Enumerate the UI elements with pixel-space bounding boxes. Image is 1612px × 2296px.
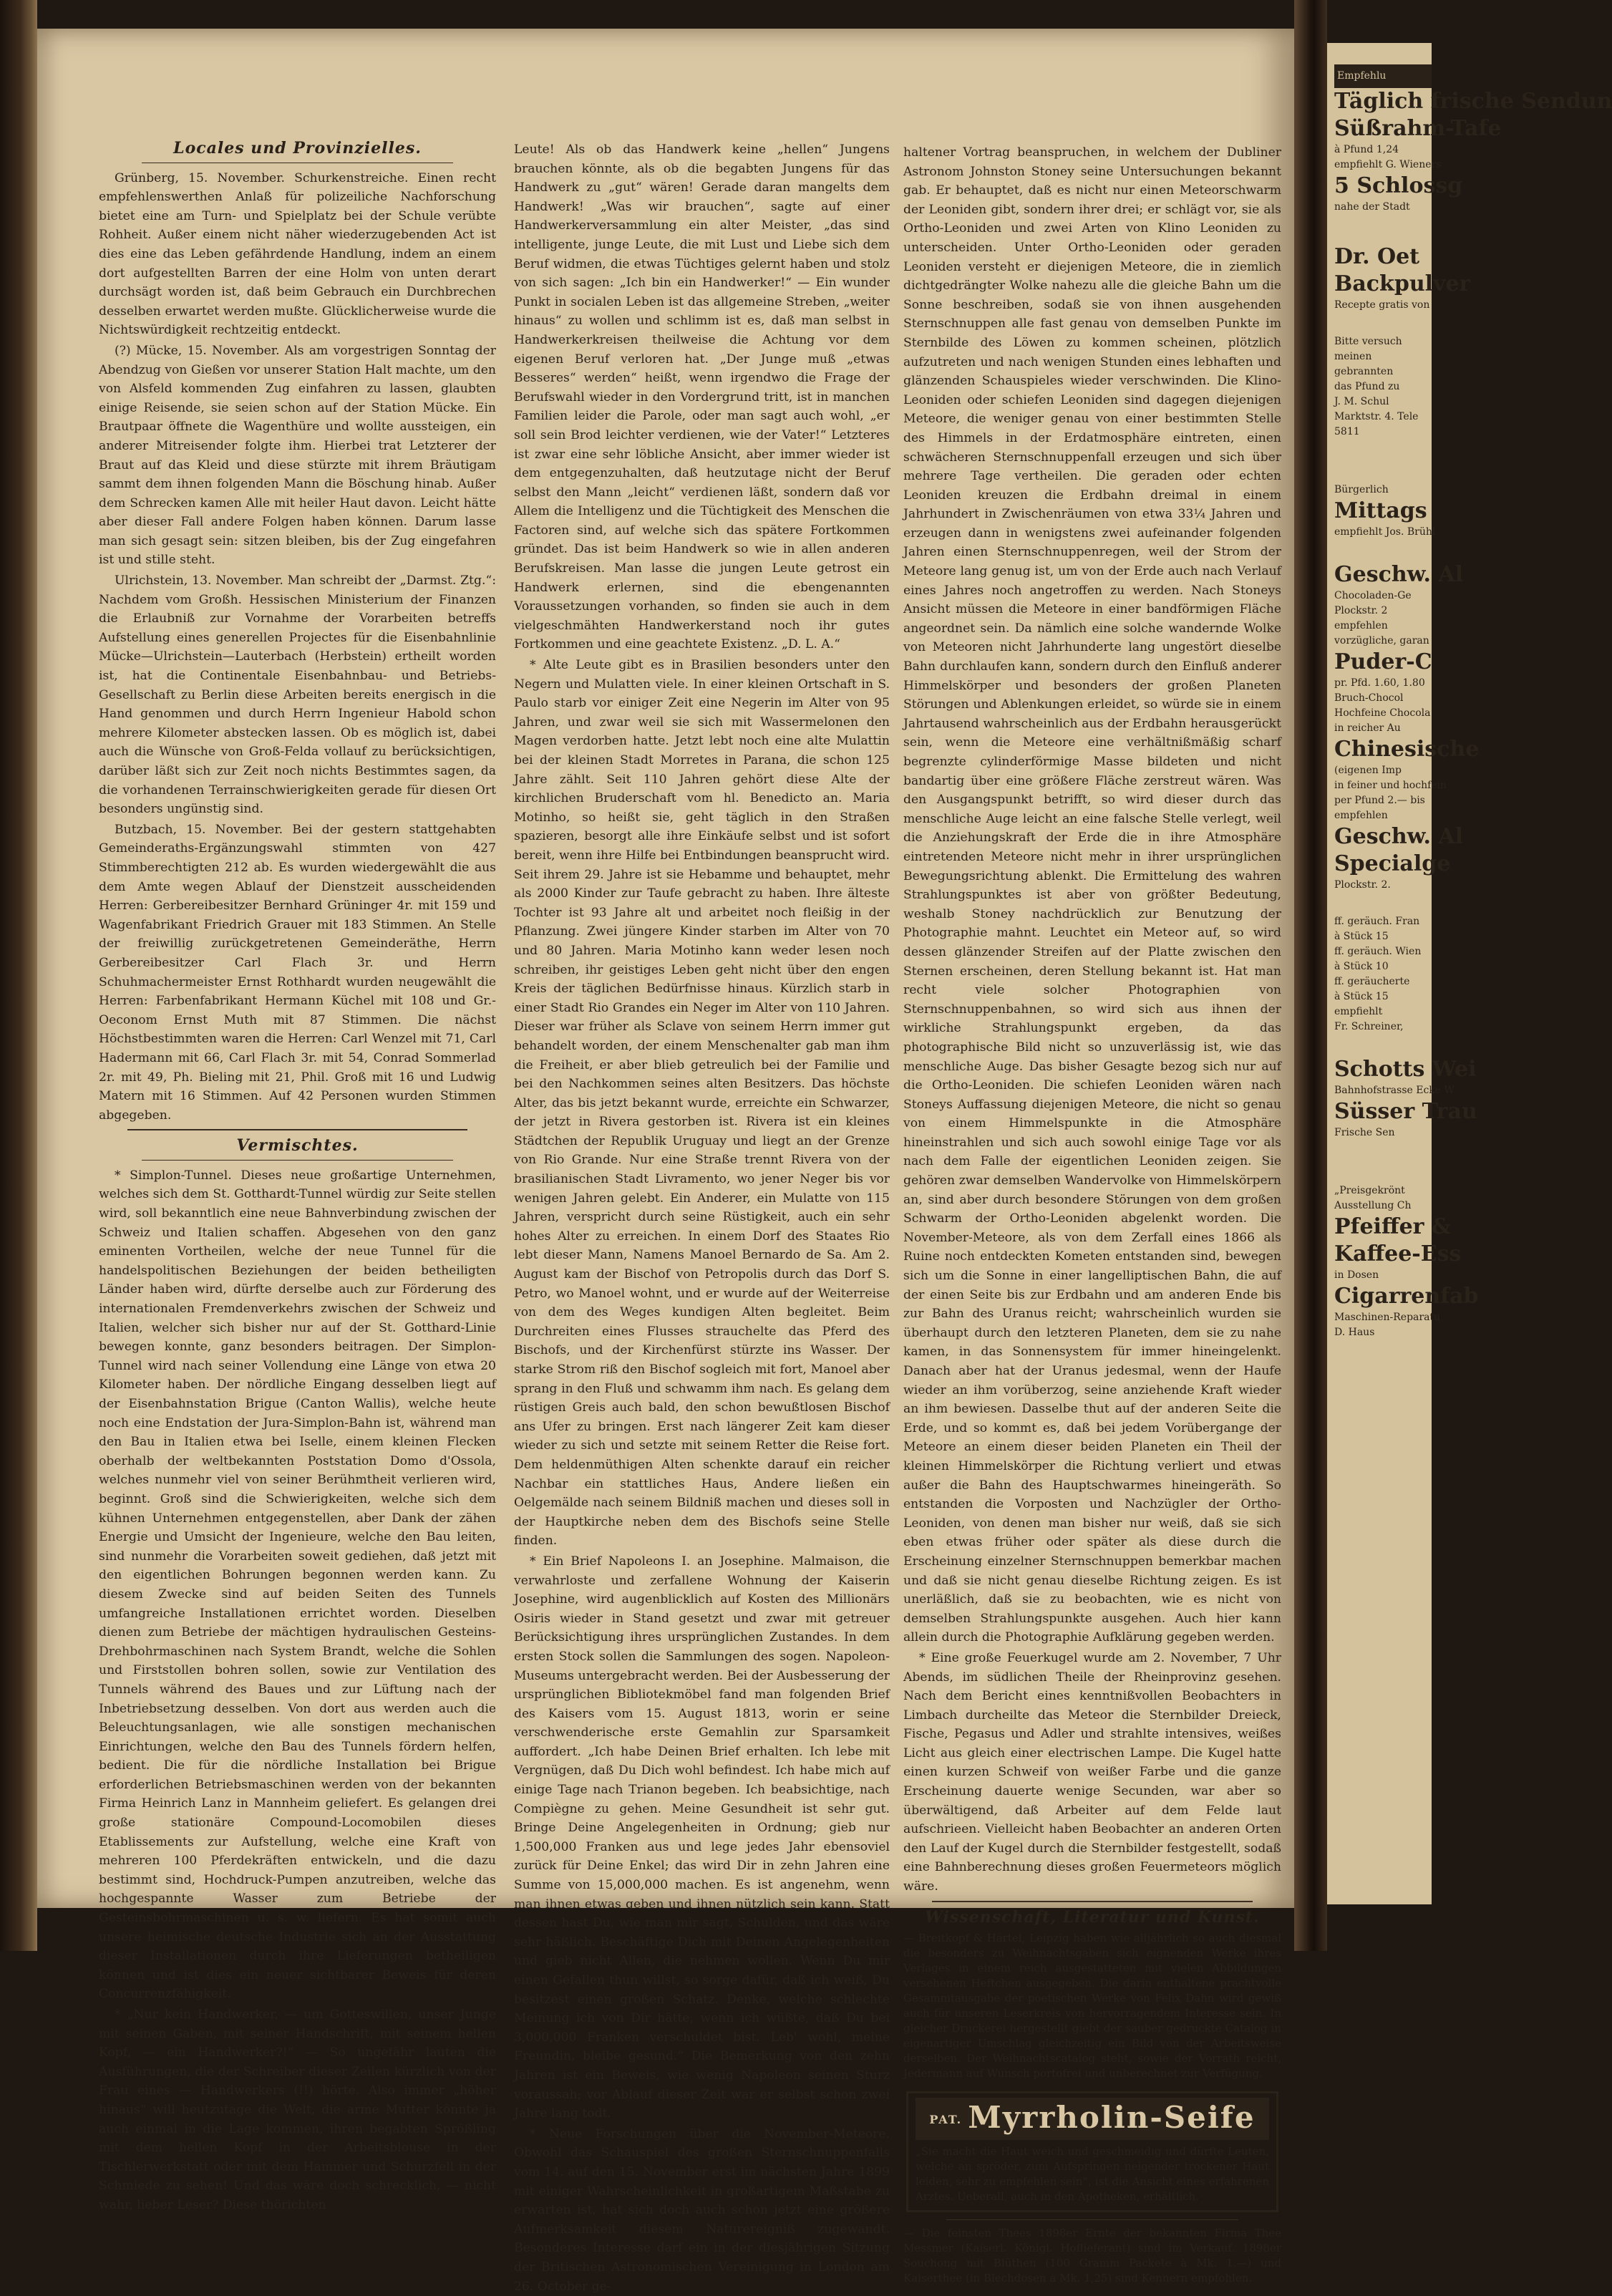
advert-text: „Sie macht die Haut weich und geschmeidig und dürfte Leuten, welche an spröder, zum Aufspringen neigender trockener Haut leiden, sehr zu empfehlen sein“, ist die Ansicht eines erfahrenen Arztes. Ueberall, auch in den Apotheken, erhältlich. (916, 2145, 1269, 2204)
adjacent-page-text: Backpulver (1334, 271, 1471, 296)
adjacent-page-text: Süsser Trau (1334, 1099, 1477, 1124)
adjacent-page-text: (eigenen Imp (1334, 765, 1402, 776)
adjacent-page-text: Empfehlu (1334, 64, 1432, 88)
adjacent-page-text: „Preisgekrönt (1334, 1185, 1405, 1196)
adjacent-page-text: ff. geräuch. Fran (1334, 916, 1420, 927)
article-paragraph: Butzbach, 15. November. Bei der gestern stattgehabten Gemeinderaths-Ergänzungswahl stimmten von 427 Stimmberechtigten 212 ab. Es wurden wiedergewählt die aus dem Amte wegen Ablauf der Dienstzeit ausscheidenden Herren: Gerbereibesitzer Bernhard Grüninger 4r. mit 159 und Wagenfabrikant Friedrich Grauer mit 183 Stimmen. An Stelle der freiwillig zurückgetretenen Gemeinderäthe, Herrn Gerbereibesitzer Carl Flach 3r. und Herrn Schuhmachermeister Ernst Rothhardt wurden neugewählt die Herren: Farbenfabrikant Hermann Küchel mit 108 und Gr.-Oeconom Ernst Muth mit 87 Stimmen. Die nächst Höchstbestimmten waren die Herren: Carl Wenzel mit 71, Carl Hadermann mit 66, Carl Flach 3r. mit 54, Conrad Sommerlad 2r. mit 49, Ph. Bieling mit 21, Phil. Groß mit 16 und Ludwig Matern mit 16 Stimmen. Auf 42 Personen wurden Stimmen abgegeben. (99, 822, 496, 1123)
adjacent-page-text: Bürgerlich (1334, 484, 1389, 495)
adjacent-page-text: J. M. Schul (1334, 396, 1389, 407)
adjacent-page-text: per Pfund 2.— bis (1334, 795, 1425, 806)
adjacent-page-text: gebrannten (1334, 366, 1394, 377)
adjacent-page-text: Marktstr. 4. Tele (1334, 411, 1419, 422)
divider (127, 1129, 467, 1130)
adjacent-page-text: Süßrahm-Tafe (1334, 116, 1502, 141)
adjacent-page-text: ff. geräuch. Wien (1334, 946, 1422, 957)
adjacent-page-text: Recepte gratis von (1334, 299, 1430, 311)
adjacent-page-text: Geschw. Al (1334, 562, 1464, 587)
adjacent-page-text: Pfeiffer & (1334, 1214, 1451, 1239)
adjacent-page-text: 5811 (1334, 426, 1360, 437)
adjacent-page-text: in feiner und hochfein (1334, 780, 1447, 791)
adjacent-page-text: vorzügliche, garan (1334, 635, 1429, 646)
book-edge (0, 0, 37, 1951)
adjacent-page-text: Ausstellung Ch (1334, 1200, 1412, 1211)
adjacent-page-text: à Stück 15 (1334, 991, 1389, 1002)
article-paragraph: * Eine große Feuerkugel wurde am 2. November, 7 Uhr Abends, im südlichen Theile der Rheinprovinz gesehen. Nach dem Bericht eines kenntnißvollen Beobachters in Limbach durcheilte das Meteor die Sternbilder Dreieck, Fische, Pegasus und Adler und strahlte intensives, weißes Licht aus gleich einer electrischen Lampe. Die Kugel hatte einen kurzen Schweif von weißer Farbe und die ganze Erscheinung dauerte wenige Secunden, war aber so überwältigend, daß Arbeiter auf dem Felde laut aufschrieen. Vielleicht haben Beobachter an anderen Orten den Lauf der Kugel durch die Sternbilder festgestellt, sodaß eine Bahnberechnung dieses großen Feuermeteors möglich wäre. (903, 1650, 1281, 1894)
article-paragraph: * Alte Leute gibt es in Brasilien besonders unter den Negern und Mulatten viele. In einer kleinen Ortschaft in S. Paulo starb vor einiger Zeit eine Negerin im Alter von 95 Jahren, und zwar weil sie sich mit Wassermelonen den Magen verdorben hatte. Jetzt lebt noch eine alte Mulattin bei der kleinen Stadt Morretes in Parana, die schon 125 Jahre zählt. Seit 110 Jahren gehört diese Alte der kirchlichen Bruderschaft vom hl. Benedicto an. Maria Motinho, so heißt sie, geht täglich in den Straßen spazieren, besorgt alle ihre Einkäufe selbst und ist sofort bereit, wenn ihre Hilfe bei Entbindungen beansprucht wird. Seit ihrem 29. Jahre ist sie Hebamme und behauptet, mehr als 2000 Kinder zur Taufe gebracht zu haben. Ihre älteste Tochter ist 93 Jahre alt und arbeitet noch fleißig in der Pflanzung. Zwei jüngere Kinder starben im Alter von 70 und 80 Jahren. Maria Motinho kann weder lesen noch schreiben, ihr geistiges Leben geht nicht über den engen Kreis der täglichen Bedürfnisse hinaus. Kürzlich starb in einer Stadt Rio Grandes ein Neger im Alter von 110 Jahren. Dieser war früher als Sclave von seinem Herrn immer gut behandelt worden, der einem Menschenalter gab man ihm die Freiheit, er aber blieb getreulich bei der Familie und bei den Nachkommen seines alten Besitzers. Das höchste Alter, das bis jetzt bekannt wurde, erreichte ein Schwarzer, der jetzt in Rivera gestorben ist. Rivera ist ein kleines Städtchen der Republik Uruguay und liegt an der Grenze von Rio Grande. Nur eine Straße trennt Rivera von der brasilianischen Stadt Livramento, wo jener Neger bis vor wenigen Jahren gelebt. Ein Anderer, ein Mulatte von 115 Jahren, verspricht durch seine Rüstigkeit, auch ein sehr hohes Alter zu erreichen. In einem Dorf des Staates Rio lebt dieser Mann, Namens Manoel Bernardo de Sa. Am 2. August kam der Bischof von Petropolis durch das Dorf S. Petro, wo Manoel wohnt, und er wurde auf der Weiterreise von dem des Weges kundigen Alten begleitet. Beim Durchreiten eines Flusses strauchelte das Pferd des Bischofs, und der Kirchenfürst stürzte ins Wasser. Der starke Strom riß den Bischof sogleich mit fort, Manoel aber sprang in den Fluß und schwamm ihm nach. Es gelang dem rüstigen Greis auch bald, den schon bewußtlosen Bischof ans Ufer zu bringen. Erst nach längerer Zeit kam dieser wieder zu sich und setzte mit seinem Retter die Reise fort. Dem heldenmüthigen Alten schenkte darauf ein reicher Nachbar ein stattliches Haus, Andere ließen ein Oelgemälde nach seinem Bildniß machen und dieses soll in der Hauptkirche neben dem des Bischofs seine Stelle finden. (514, 658, 890, 1549)
adjacent-page-text: Geschw. Al (1334, 824, 1464, 849)
adjacent-page-text: in Dosen (1334, 1269, 1379, 1281)
adjacent-page-text: meinen (1334, 351, 1372, 362)
soap-advertisement (906, 2091, 1278, 2212)
adjacent-page-text: 5 Schlossg (1334, 173, 1463, 198)
adjacent-page-text: Mittags (1334, 498, 1427, 523)
right-column (903, 143, 1281, 2285)
adjacent-page-text: ff. geräucherte (1334, 976, 1410, 987)
adjacent-page-text: D. Haus (1334, 1327, 1375, 1338)
adjacent-page-text: Plockstr. 2 (1334, 605, 1388, 616)
article-paragraph: * Ein Brief Napoleons I. an Josephine. Malmaison, die verwahrloste und zerfallene Wohnung der Kaiserin Josephine, wird augenblicklich auf Kosten des Millionärs Osiris wieder in Stand gesetzt und zwar mit getreuer Berücksichtigung ihres ursprünglichen Zustandes. In dem ersten Stock sollen die Sammlungen des sogen. Napoleon-Museums untergebracht werden. Bei der Ausbesserung der ursprünglichen Bibliotekmöbel fand man folgenden Brief des Kaisers vom 15. August 1813, worin er seine verschwenderische erste Gemahlin zur Sparsamkeit auffordert. „Ich habe Deinen Brief erhalten. Ich lebe mit Vergnügen, daß Du Dich wohl befindest. Ich habe mich auf einige Tage nach Trianon begeben. Ich beabsichtige, nach Compiègne zu gehen. Meine Gesundheit ist sehr gut. Bringe Deine Angelegenheiten in Ordnung; gieb nur 1,500,000 Franken aus und lege jedes Jahr ebensoviel zurück für Deine Enkel; das wird Dir in zehn Jahren eine Summe von 15,000,000 machen. Es ist angenehm, wenn man ihnen etwas geben und ihnen nützlich sein kann. Statt dessen hast Du, wie man mir sagt, Schulden, und das wäre sehr häßlich. Beschäftige Dich mit Deinen Angelegenheiten und gieb nicht Allen, die nehmen wollen. Wenn Du mir einen Gefallen thun willst, so sorge dafür, daß ich weiß, Du besitzest einen großen Schatz. Denke, welche schlechte Meinung ich von Dir hätte, wenn ich wüßte, daß Du bei 3,000,000 Franken verschuldet bist. Leb' wohl, meine Freundin, bleibe gesund.“ Die Bemerkung von den zehn Jahren ist ein Beweis, wie wenig Napoleon seinen Sturz voraussah; vor Ablauf dieser Zeit war er selbst schon zwei Jahre lang todt. (514, 1554, 890, 2121)
adjacent-page-text: empfiehlt (1334, 1006, 1383, 1017)
adjacent-page-text: Frische Sen (1334, 1127, 1395, 1138)
article-paragraph: Ulrichstein, 13. November. Man schreibt der „Darmst. Ztg.“: Nachdem vom Großh. Hessischen Ministerium der Finanzen die Erlaubniß zur Vornahme der Vorarbeiten betreffs Aufstellung eines generellen Projectes für die Eisenbahnlinie Mücke—Ulrichstein—Lauterbach (Herbstein) ertheilt worden ist, hat die Continentale Eisenbahnbau- und Betriebs-Gesellschaft zu Berlin diese Arbeiten bereits energisch in die Hand genommen und durch Herrn Ingenieur Habold schon mehrere Kilometer abstecken lassen. Ob es möglich ist, dabei auch die Wünsche von Groß-Felda vollauf zu berücksichtigen, darüber läßt sich zur Zeit noch nichts Bestimmtes sagen, da die vorhandenen Terrainschwierigkeiten gerade für diesen Ort besonders ungünstig sind. (99, 573, 496, 817)
article-paragraph: Leute! Als ob das Handwerk keine „hellen“ Jungens brauchen könnte, als ob die begabten Jungens für das Handwerk zu „gut“ wären! Gerade daran mangelts dem Handwerk! „Was wir brauchen“, sagte auf einer Handwerkerversammlung ein alter Meister, „das sind intelligente, junge Leute, die mit Lust und Liebe sich dem Beruf widmen, die etwas Tüchtiges gelernt haben und stolz von sich sagen: „Ich bin ein Handwerker!“ — Ein wunder Punkt in socialen Leben ist das allgemeine Streben, „weiter hinaus“ zu wollen und schlimm ist es, daß man selbst in Handwerkerkreisen theilweise die Achtung vor dem eigenen Beruf verloren hat. „Der Junge muß „etwas Besseres“ werden“ heißt, wenn irgendwo die Frage der Berufswahl wieder in den Vordergrund tritt, ist in manchen Familien leider die Parole, oder man sagt auch wohl, „er soll sein Brod leichter verdienen, wie der Vater!“ Letzteres ist zwar eine sehr löbliche Ansicht, aber immer wieder ist dem entgegenzuhalten, daß heutzutage nicht der Beruf selbst den Mann „leicht“ verdienen läßt, sondern daß vor Allem die Intelligenz und die Tüchtigkeit des Menschen die Factoren sind, auf welche sich das spätere Fortkommen gründet. Das ist beim Handwerk so wie in allen anderen Berufskreisen. Man lasse die jungen Leute getrost ein Handwerk erlernen, sind die ebengenannten Voraussetzungen vorhanden, so finden sie auch in dem vielgeschmähten Handwerkerstand noch ihr gutes Fortkommen und eine geachtete Existenz. „D. L. A.“ (514, 142, 890, 652)
adjacent-page-text: à Stück 10 (1334, 961, 1389, 972)
advert-title (916, 2098, 1269, 2140)
divider (932, 1901, 1253, 1902)
divider (142, 1160, 453, 1161)
advert-name: Myrrholin-Seife (968, 2100, 1256, 2136)
adjacent-page-text: nahe der Stadt (1334, 201, 1410, 213)
article-paragraph: * „Nur kein Handwerker, — um Gotteswillen, unser Junge mit seinen Gaben, mit seiner Handschrift, mit seinem hellen Kopf, — ein Handwerker?!“ — So ungefähr lauten die Ausführungen, die der Schreiber dieser Zeilen kürzlich von der Frau eines — Handwerkers (!!) hörte. Also immer „höher hinaus“ will heutzutage die Welt, die arme Mutter könnte ja auch einmal in die Lage kommen, ihren begabten Sprößling mit dem hellen Kopf in der Arbeitsblouse in der Tischlerwerkstatt oder mit dem Hammer und Schurzfell in der Schmiede zu sehen! Und das wäre doch schrecklich, — nicht wahr, lieber Leser? Diese thörichten (99, 2007, 496, 2212)
adjacent-page-text: empfehlen (1334, 810, 1388, 821)
middle-column (514, 140, 890, 2294)
adjacent-page-fragment (1327, 43, 1612, 1904)
adjacent-page-text: Bruch-Chocol (1334, 692, 1404, 704)
article-paragraph: * Neue Forschungen über die November-Meteore. Obwohl das Schauspiel des großen Sternschnuppenfalls vom 14. auf den 15. November erst im nächsten Jahre 1899 mit einiger Wahrscheinlichkeit in großartigem Maßstabe zu erwarten ist, hat sich doch auch schon jetzt eine größere Aufmerksamkeit diesem Naturereigniß zugewandt. Besonderes Interesse darf ein in der diesjährigen Sitzung der Britischen Astronomischen Vereinigung in London am 26. October ge- (514, 2126, 890, 2294)
adjacent-page-text: empfiehlt G. Wieners (1334, 159, 1442, 170)
article-paragraph: (?) Mücke, 15. November. Als am vorgestrigen Sonntag der Abendzug von Gießen vor unserer Station Halt machte, um den von Alsfeld kommenden Zug einfahren zu lassen, glaubten einige Reisende, sie seien schon auf der Station Mücke. Ein Brautpaar öffnete die Wagenthüre und wollte aussteigen, ein anderer Mitreisender folgte ihm. Hierbei trat Letzterer der Braut auf das Kleid und diese stürzte mit ihrem Bräutigam sammt dem ihnen folgenden Mann die Böschung hinab. Außer dem Schrecken kamen Alle mit heiler Haut davon. Leicht hätte aber dieser Fall andere Folgen haben können. Darum lasse man sich gesagt sein: sitzen bleiben, bis der Zug eingefahren ist und stille steht. (99, 343, 496, 568)
article-paragraph: Grünberg, 15. November. Schurkenstreiche. Einen recht empfehlenswerthen Anlaß für polizeiliche Nachforschung bietet eine am Turn- und Spielplatz bei der Schule verübte Rohheit. Außer einem nicht näher wiederzugebenden Act ist dies eine das Leben gefährdende Handlung, indem an einem dort aufgestellten Barren der eine Holm von unten derart durchsägt worden ist, daß beim Gebrauch ein Durchbrechen desselben erwartet werden mußte. Glücklicherweise wurde die Nichtswürdigkeit rechtzeitig entdeckt. (99, 170, 496, 338)
book-gutter (1294, 0, 1327, 1951)
adjacent-page-text: Kaffee-Ess (1334, 1241, 1462, 1266)
section-heading-miscellaneous: Vermischtes. (236, 1136, 359, 1156)
adjacent-page-text: Hochfeine Chocola (1334, 707, 1431, 719)
adjacent-page-text: Dr. Oet (1334, 244, 1420, 269)
adjacent-page-text: empfiehlt Jos. Brühl (1334, 526, 1436, 538)
section-heading-science: Wissenschaft, Literatur und Kunst. (925, 1907, 1260, 1927)
adjacent-page-text: das Pfund zu (1334, 381, 1400, 392)
section-heading-local-news: Locales und Provinzielles. (173, 139, 422, 158)
adjacent-page-text: à Stück 15 (1334, 931, 1389, 942)
adjacent-page-text: Bahnhofstrasse Ecke W (1334, 1085, 1455, 1096)
article-paragraph: * Simplon-Tunnel. Dieses neue großartige Unternehmen, welches sich dem St. Gotthardt-Tunnel würdig zur Seite stellen wird, soll bekanntlich eine neue Bahnverbindung zwischen der Schweiz und Italien schaffen. Abgesehen von den ganz eminenten Vortheilen, welche der neue Tunnel für die handelspolitischen Beziehungen der beiden betheiligten Länder haben wird, dürfte derselbe auch zur Förderung des internationalen Fremdenverkehrs zwischen der Schweiz und Italien, welcher sich bisher nur auf der St. Gotthard-Linie bewegen konnte, ganz besonders beitragen. Der Simplon-Tunnel wird nach seiner Vollendung eine Länge von etwa 20 Kilometer haben. Der nördliche Eingang desselben liegt auf der Eisenbahnstation Brigue (Canton Wallis), welche heute noch eine Endstation der Jura-Simplon-Bahn ist, während man den Bau in Italien etwa bei Iselle, einem kleinen Flecken oberhalb der weltbekannten Poststation Domo d'Ossola, welches nunmehr viel von seiner Berühmtheit verlieren wird, beginnt. Groß sind die Schwierigkeiten, welche sich dem kühnen Unternehmen entgegenstellen, aber Dank der zähen Energie und Umsicht der Ingenieure, welche den Bau leiten, sind nunmehr die Vorarbeiten soweit gediehen, daß jetzt mit den eigentlichen Bohrungen begonnen werden kann. Zu diesem Zwecke sind auf beiden Seiten des Tunnels umfangreiche Installationen errichtet worden. Dieselben dienen zum Betriebe der mächtigen hydraulischen Gesteins-Drehbohrmaschinen nach System Brandt, welche die Sohlen und Firststollen bohren sollen, sowie zur Ventilation des Tunnels während des Baues und zur Lüftung nach der Inbetriebsetzung desselben. Von dort aus werden auch die Beleuchtungsanlagen, wie alle sonstigen mechanischen Einrichtungen, welche den Bau des Tunnels fördern helfen, bedient. Die für die nördliche Installation bei Brigue erforderlichen Betriebsmaschinen werden von der bekannten Firma Heinrich Lanz in Mannheim geliefert. Es gelangen drei große stationäre Compound-Locomobilen dieses Etablissements zur Aufstellung, welche eine Kraft von mehreren 100 Pferdekräften entwickeln, und die dazu bestimmt sind, Hochdruck-Pumpen anzutreiben, welche das hochgespannte Wasser zum Betriebe der Gesteinsbohrmaschinen u. s. w. liefern. Es hat somit auch unsere heimische deutsche Industrie sich an der Ausstattung dieser Installationen durch ihre Lieferungen betheiligen können und ist dies ein neuer sichtbarer Beweis für deren Concurrenzfähigkeit. (99, 1168, 496, 2002)
adjacent-page-text: Schotts Wei (1334, 1057, 1477, 1082)
advert-label: PAT. (929, 2113, 963, 2127)
adjacent-page-text: Täglich frische Sendun (1334, 89, 1612, 114)
left-column (99, 136, 496, 2212)
adjacent-page-text: Plockstr. 2. (1334, 879, 1391, 891)
adjacent-page-text: Maschinen-Reparatu (1334, 1312, 1441, 1323)
adjacent-page-text: Bitte versuch (1334, 336, 1402, 347)
adjacent-page-text: Cigarrenfab (1334, 1284, 1479, 1309)
adjacent-page-text: à Pfund 1,24 (1334, 144, 1399, 155)
adjacent-page-text: Specialge (1334, 851, 1451, 876)
adjacent-page-text: in reicher Au (1334, 722, 1401, 734)
adjacent-page-text: Puder-C (1334, 649, 1432, 674)
article-paragraph: haltener Vortrag beanspruchen, in welchem der Dubliner Astronom Johnston Stoney seine Untersuchungen bekannt gab. Er behauptet, daß es nicht nur einen Meteorschwarm der Leoniden gibt, sondern ihrer drei; er schlägt vor, sie als Ortho-Leoniden und zwei Arten von Klino Leoniden zu unterscheiden. Unter Ortho-Leoniden oder geraden Leoniden versteht er diejenigen Meteore, die in ziemlich dichtgedrängter Wolke nahezu alle die gleiche Bahn um die Sonne beschreiben, sodaß sie von ihnen ausgehenden Sternschnuppen alle fast genau von demselben Punkte im Sternbilde des Löwen zu kommen scheinen, plötzlich aufzutreten und nach wenigen Stunden eines lebhaften und glänzenden Schauspieles wieder verschwinden. Die Klino-Leoniden oder schiefen Leoniden sind dagegen diejenigen Meteore, die weniger genau von einer bestimmten Stelle des Himmels in der Erdatmosphäre eintreten, einen schwächeren Sternschnuppenfall erzeugen und sich über mehrere Tage vertheilen. Die geraden oder echten Leoniden kreuzen die Erdbahn dreimal in einem Jahrhundert in Zwischenräumen von etwa 33¼ Jahren und erzeugen dann in wenigstens zwei aufeinander folgenden Jahren einen Sternschnuppenregen, weil der Strom der Meteore lang genug ist, um von der Erde auch nach Verlauf eines Jahres noch angetroffen zu werden. Nach Stoneys Ansicht müssen die Meteore in einer bandförmigen Fläche angeordnet sein. Da nämlich eine solche wandernde Wolke von Meteoren nicht Jahrhunderte lang ungestört dieselbe Bahn durchlaufen kann, sondern durch den Einfluß anderer Himmelskörper und besonders der großen Planeten Störungen und Ablenkungen erleidet, so würde sie in einem Jahrtausend wahrscheinlich aus der Erdbahn herausgerückt sein, wenn die Meteore eine verhältnißmäßig scharf begrenzte cylinderförmige Masse bildeten und nicht bandartig über eine größere Fläche zerstreut wären. Was den Ausgangspunkt betrifft, so wird dieser durch das menschliche Auge leicht an eine falsche Stelle verlegt, weil die Anziehungskraft der Erde die in ihre Atmosphäre eintretenden Meteore nicht mehr in ihrer ursprünglichen Bewegungsrichtung ablenkt. Die Ermittelung des wahren Strahlungspunktes ist aber von größter Bedeutung, weshalb Stoney nachdrücklich zur Benutzung der Photographie mahnt. Leuchtet ein Meteor auf, so wird dessen glänzender Streifen auf der Platte zwischen den Sternen erscheinen, deren Stellung bekannt ist. Hat man recht viele solcher Photographien von Sternschnuppenbahnen, so wird sich aus ihnen der wirkliche Strahlungspunkt ergeben, da das photographische Bild nicht so unzuverlässig ist, wie das menschliche Auge. Das bisher Gesagte bezog sich nur auf die Ortho-Leoniden. Die schiefen Leoniden wären nach Stoneys Auffassung diejenigen Meteore, die nicht so genau von einem Himmelspunkte in die Atmosphäre hineinstrahlen und sich auch sowohl einige Tage vor als nach dem Falle der eigentlichen Leoniden zeigen. Sie gehören zwar demselben Wandervolke von Himmelskörpern an, sind aber durch besondere Störungen von dem großen Schwarm der Ortho-Leoniden abgelenkt worden. Die November-Meteore, als von dem Zerfall eines 1866 als Ruine noch entdeckten Kometen entstanden sind, bewegen sich um die Sonne in einer langelliptischen Bahn, die auf der einen Seite bis zur Erdbahn und am anderen Ende bis zur Bahn des Uranus reicht; wahrscheinlich wurden sie überhaupt durch den letzteren Planeten, dem sie zu nahe kamen, in das Sonnensystem für immer hineingelenkt. Danach aber hat der Uranus jedesmal, wenn der Haufe wieder an ihm vorüberzog, seine anziehende Kraft wieder an ihm bewiesen. Dasselbe thut auf der anderen Seite die Erde, und so kommt es, daß bei jedem Vorübergange der Meteore an einem dieser beiden Planeten ein Theil der kleinen Himmelskörper die Richtung verliert und etwas außer die Bahn des Hauptschwarmes hineingeräth. So entstanden die Vorposten und Nachzügler der Ortho-Leoniden, von denen man bisher nur weiß, daß sie sich eben etwas früher oder später als diese durch die Erscheinung einzelner Sternschnuppen bemerkbar machen und daß sie nicht genau dieselbe Richtung zeigen. Es ist unerläßlich, daß sie zu beobachten, wie es nicht von demselben Strahlungspunkte ausgehen. Auch hier kann allein durch die Photographie Aufklärung gegeben werden. (903, 145, 1281, 1645)
adjacent-page-text: Fr. Schreiner, (1334, 1021, 1404, 1032)
adjacent-page-text: empfehlen (1334, 620, 1388, 631)
adjacent-page-text: Chinesische (1334, 737, 1480, 762)
adjacent-page-text: Chocoladen-Ge (1334, 590, 1412, 601)
adjacent-page-text: pr. Pfd. 1.60, 1.80 (1334, 677, 1425, 689)
divider (946, 2219, 1238, 2220)
tea-notice: — Die feinsten Thees 1898er Ernte der bekannten Firma Thee Messmer (Kaiserl. Königl. Hoflieferant) sind im Verkauf. 1898er Souchong mit Blüthen (100 Gramm Packete à Mk. 1.—) und Kaiserthee (in Blechdosen à Mk. 1,25) sind Kennern empfohlen. (903, 2227, 1281, 2285)
publisher-notice: — Breitkopf & Härtel, Leipzig haben wie alljährlich so auch diesmal die besonders zu Weihnachtsgaben sich eignenden Werke ihres Verlages in einem reich ausgestatteten mit vielen Abbildungen versehenen Heftchen ausgegeben. Die darin enthaltene prachtvolle Gesammtausgabe der poetischen Werke von Felix Dahn wird gewiß auch für unseren Leserkreis von hervorragendem Interesse sein. In gleicher Druckerei hergestellt giebt der sauber gedruckte Catalog in eigenartiger Umschlag gleichzeitig ein Bild von der Arbeitsweise derselben. Der Weihnachtscatalog steht, sowie der Vorrath reicht, Jedermann auf Wunsch portofrei und unberechnet zur Verfügung. (903, 1932, 1281, 2081)
